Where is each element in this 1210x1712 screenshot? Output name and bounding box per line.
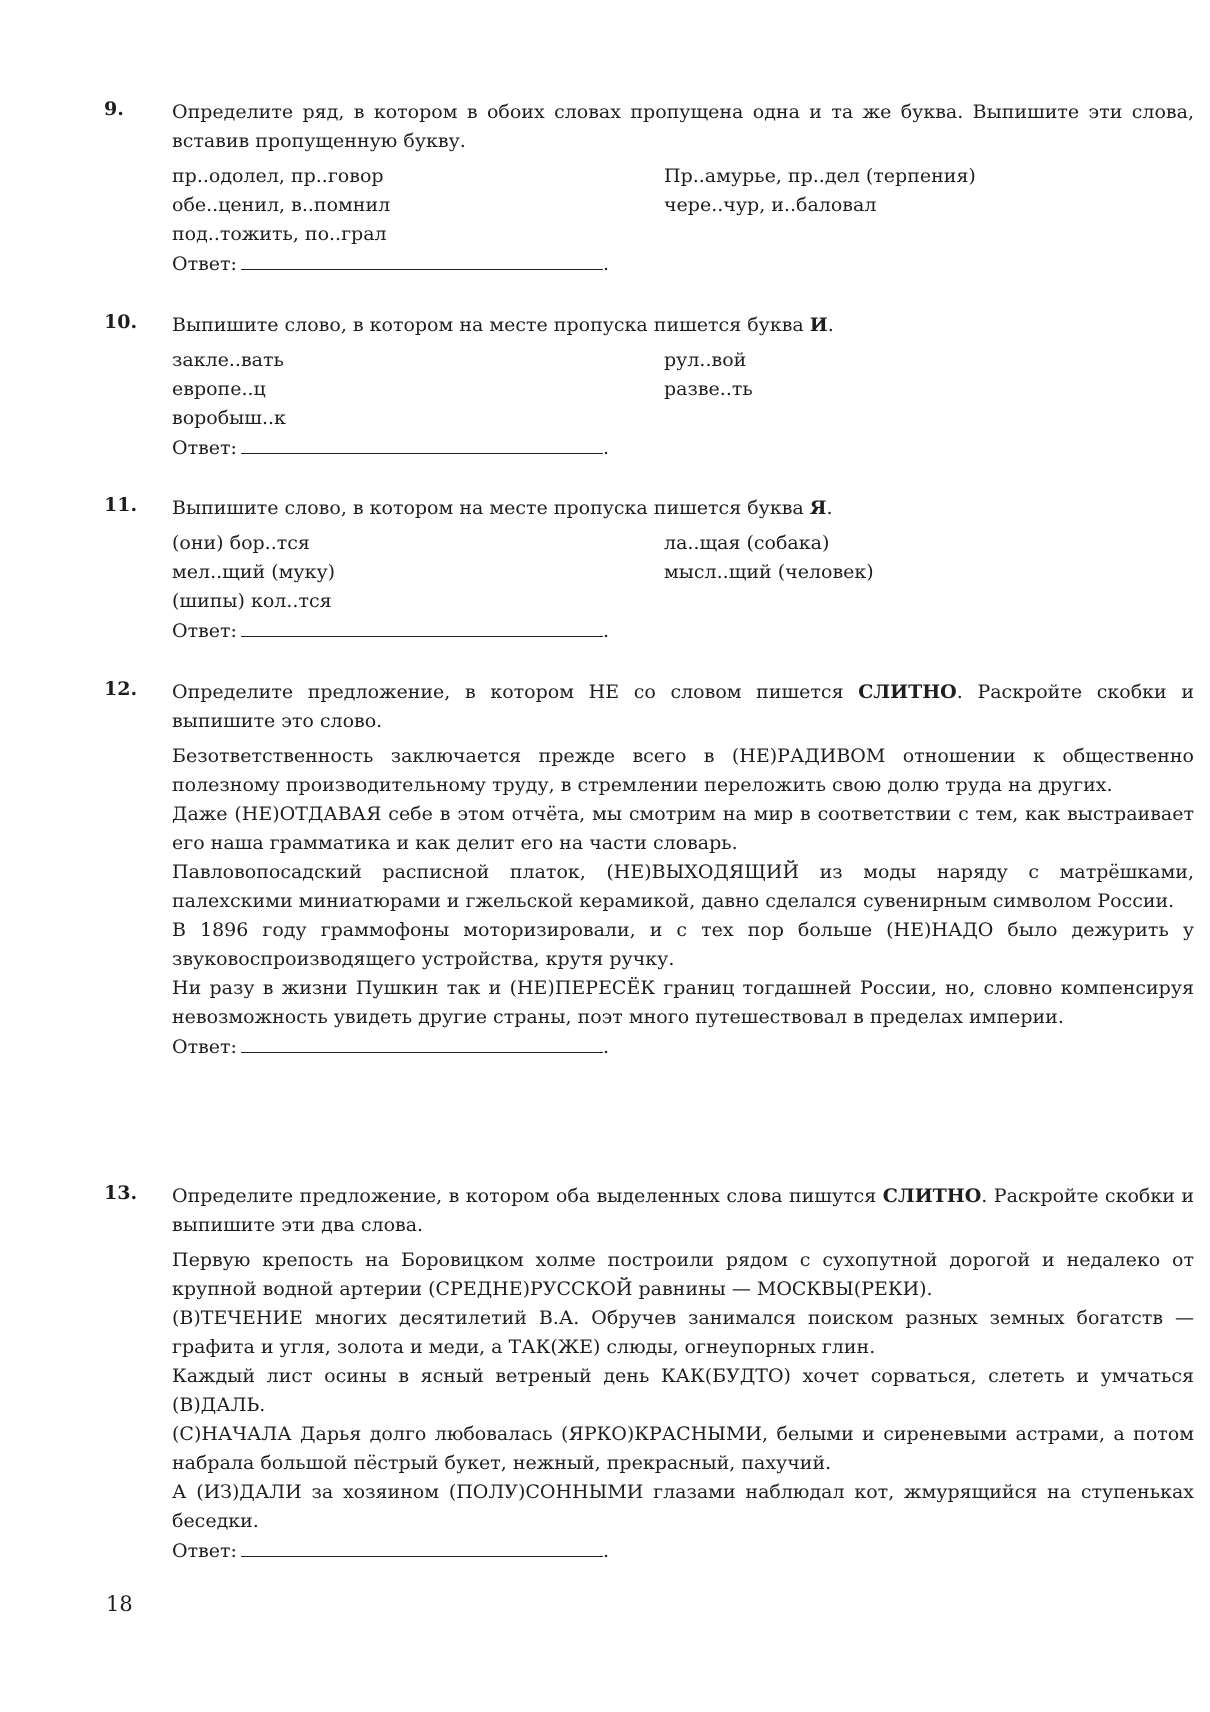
task-number: 11. [104, 494, 138, 516]
sentences [172, 742, 1194, 1032]
sentence: (С)НАЧАЛА Дарья долго любовалась (ЯРКО)КРАСНЫМИ, белыми и сиреневыми астрами, а потом набрала большой пёстрый букет, нежный, прекрасный, пахучий. [172, 1423, 1194, 1474]
answer-field[interactable] [241, 249, 603, 270]
answer-label: Ответ: [172, 253, 237, 275]
answer-row: Ответ: . [172, 1032, 1194, 1062]
task-prompt: Определите ряд, в котором в обоих словах пропущена одна и та же буква. Выпишите эти слова, вставив пропущенную букву. [172, 101, 1194, 152]
answer-label: Ответ: [172, 437, 237, 459]
answer-row: Ответ: . [172, 433, 1194, 463]
sentence: Ни разу в жизни Пушкин так и (НЕ)ПЕРЕСЁК границ тогдашней России, но, словно компенсируя невозможность увидеть другие страны, поэт много путешествовал в пределах империи. [172, 977, 1194, 1028]
option: (шипы) кол..тся [172, 590, 332, 612]
option: обе..ценил, в..помнил [172, 194, 391, 216]
option: мысл..щий (человек) [664, 561, 874, 583]
task-9 [104, 98, 1194, 279]
options [172, 162, 1194, 249]
sentence: В 1896 году граммофоны моторизировали, и с тех пор больше (НЕ)НАДО было дежурить у звуковоспроизводящего устройства, крутя ручку. [172, 919, 1194, 970]
answer-label: Ответ: [172, 620, 237, 642]
sentence: Каждый лист осины в ясный ветреный день КАК(БУДТО) хочет сорваться, слететь и умчаться (В)ДАЛЬ. [172, 1365, 1194, 1416]
sentence: Павловопосадский расписной платок, (НЕ)ВЫХОДЯЩИЙ из моды наряду с матрёшками, палехскими миниатюрами и гжельской керамикой, давно сделался сувенирным символом России. [172, 861, 1194, 912]
sentences [172, 1246, 1194, 1536]
options [172, 346, 1194, 433]
option: под..тожить, по..грал [172, 223, 387, 245]
task-number: 9. [104, 98, 124, 120]
option: мел..щий (муку) [172, 561, 336, 583]
option: Пр..амурье, пр..дел (терпения) [664, 165, 976, 187]
option: пр..одолел, пр..говор [172, 165, 384, 187]
option: закле..вать [172, 349, 284, 371]
answer-label: Ответ: [172, 1036, 237, 1058]
target-letter: Я [809, 497, 827, 519]
task-prompt: Выпишите слово, в котором на месте пропуска пишется буква Я. [172, 497, 833, 519]
task-13 [104, 1182, 1194, 1566]
task-prompt: Определите предложение, в котором оба выделенных слова пишутся СЛИТНО. Раскройте скобки и выпишите эти два слова. [172, 1185, 1195, 1236]
task-number: 13. [104, 1182, 138, 1204]
answer-row: Ответ: . [172, 1536, 1194, 1566]
answer-label: Ответ: [172, 1540, 237, 1562]
answer-field[interactable] [241, 616, 603, 637]
sentence: Первую крепость на Боровицком холме построили рядом с сухопутной дорогой и недалеко от крупной водной артерии (СРЕДНЕ)РУССКОЙ равнины — МОСКВЫ(РЕКИ). [172, 1249, 1194, 1300]
sentence: Даже (НЕ)ОТДАВАЯ себе в этом отчёта, мы смотрим на мир в соответствии с тем, как выстраивает его наша грамматика и как делит его на части словарь. [172, 803, 1194, 854]
option: европе..ц [172, 378, 266, 400]
option: воробыш..к [172, 407, 286, 429]
sentence: А (ИЗ)ДАЛИ за хозяином (ПОЛУ)СОННЫМИ глазами наблюдал кот, жмурящийся на ступеньках беседки. [172, 1481, 1194, 1532]
option: разве..ть [664, 378, 753, 400]
page-number: 18 [106, 1592, 133, 1616]
task-12 [104, 678, 1194, 1062]
task-10 [104, 311, 1194, 463]
task-prompt: Определите предложение, в котором НЕ со словом пишется СЛИТНО. Раскройте скобки и выпишите это слово. [172, 681, 1194, 732]
answer-field[interactable] [241, 1536, 603, 1557]
target-letter: И [809, 314, 828, 336]
task-prompt: Выпишите слово, в котором на месте пропуска пишется буква И. [172, 314, 834, 336]
task-number: 12. [104, 678, 138, 700]
answer-row: Ответ: . [172, 249, 1194, 279]
option: рул..вой [664, 349, 747, 371]
task-11 [104, 494, 1194, 646]
answer-row: Ответ: . [172, 616, 1194, 646]
option: (они) бор..тся [172, 532, 310, 554]
task-number: 10. [104, 311, 138, 333]
answer-field[interactable] [241, 1032, 603, 1053]
option: чере..чур, и..баловал [664, 194, 877, 216]
answer-field[interactable] [241, 433, 603, 454]
sentence: Безответственность заключается прежде всего в (НЕ)РАДИВОМ отношении к общественно полезному производительному труду, в стремлении переложить свою долю труда на других. [172, 745, 1194, 796]
option: ла..щая (собака) [664, 532, 830, 554]
sentence: (В)ТЕЧЕНИЕ многих десятилетий В.А. Обручев занимался поиском разных земных богатств — графита и угля, золота и меди, а ТАК(ЖЕ) слюды, огнеупорных глин. [172, 1307, 1194, 1358]
options [172, 529, 1194, 616]
